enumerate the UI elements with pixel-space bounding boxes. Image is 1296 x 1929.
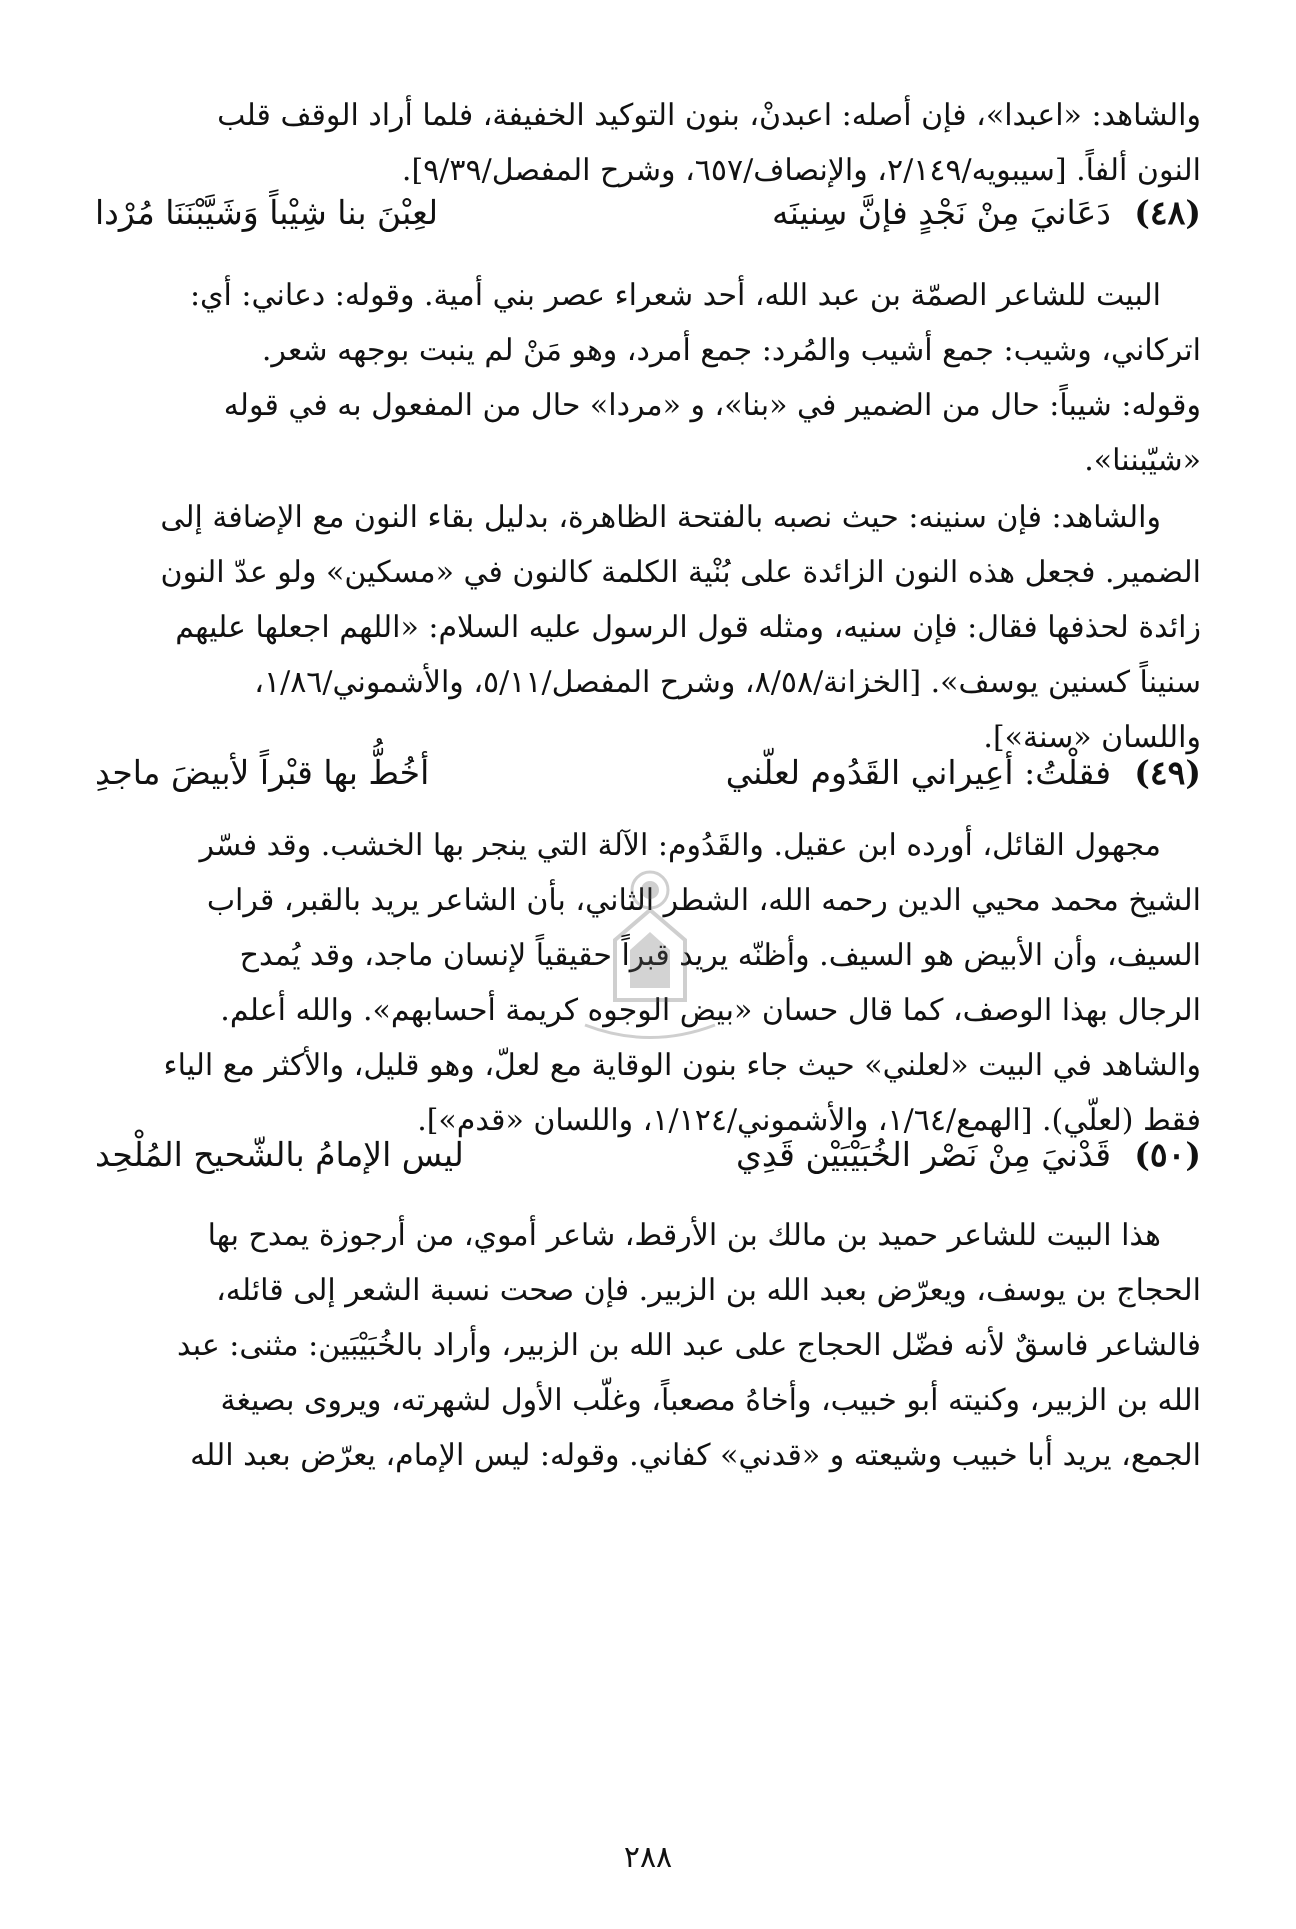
text-line: السيف، وأن الأبيض هو السيف. وأظنّه يريد قبراً حقيقياً لإنسان ماجد، وقد يُمدح: [239, 938, 1201, 973]
text-line: واللسان «سنة»].: [983, 720, 1201, 755]
verse-48: [95, 188, 1201, 238]
text-line: اتركاني، وشيب: جمع أشيب والمُرد: جمع أمرد، وهو مَنْ لم ينبت بوجهه شعر.: [261, 333, 1201, 368]
text-line: فقط (لعلّي). [الهمع/١/٦٤، والأشموني/١/١٢٤، واللسان «قدم»].: [417, 1103, 1201, 1138]
verse-first-hemistich: فقلْتُ: أعِيراني القَدُوم لعلّني: [725, 753, 1111, 792]
text-line: وقوله: شيباً: حال من الضمير في «بنا»، و «مردا» حال من المفعول به في قوله: [223, 388, 1201, 423]
text-line: البيت للشاعر الصمّة بن عبد الله، أحد شعراء عصر بني أمية. وقوله: دعاني: أي:: [189, 278, 1161, 313]
text-line: الضمير. فجعل هذه النون الزائدة على بُنْية الكلمة كالنون في «مسكين» ولو عدّ النون: [160, 555, 1201, 590]
verse-number: (٤٨): [1134, 193, 1201, 232]
text-line: «شيّبننا».: [1084, 443, 1201, 478]
verse-49: [95, 748, 1201, 798]
text-line: الرجال بهذا الوصف، كما قال حسان «بيض الوجوه كريمة أحسابهم». والله أعلم.: [220, 993, 1201, 1028]
paragraph-witness-48: [95, 490, 1201, 765]
verse-number: (٤٩): [1134, 753, 1201, 792]
page-number: ٢٨٨: [623, 1840, 673, 1875]
text-line: والشاهد في البيت «لعلني» حيث جاء بنون الوقاية مع لعلّ، وهو قليل، والأكثر مع الياء: [163, 1048, 1201, 1083]
verse-number: (٥٠): [1134, 1135, 1201, 1174]
verse-second-hemistich: ليس الإمامُ بالشّحيح المُلْحِد: [95, 1135, 464, 1174]
text-line: والشاهد: «اعبدا»، فإن أصله: اعبدنْ، بنون التوكيد الخفيفة، فلما أراد الوقف قلب: [217, 98, 1201, 133]
watermark-seal-icon: [545, 850, 755, 1050]
text-line: الحجاج بن يوسف، ويعرّض بعبد الله بن الزبير. فإن صحت نسبة الشعر إلى قائله،: [216, 1273, 1201, 1308]
text-line: الجمع، يريد أبا خبيب وشيعته و «قدني» كفاني. وقوله: ليس الإمام، يعرّض بعبد الله: [190, 1438, 1201, 1473]
text-line: سنيناً كسنين يوسف». [الخزانة/٨/٥٨، وشرح المفصل/٥/١١، والأشموني/١/٨٦،: [254, 665, 1201, 700]
paragraph-commentary-50: [95, 1208, 1201, 1483]
text-line: الشيخ محمد محيي الدين رحمه الله، الشطر الثاني، بأن الشاعر يريد بالقبر، قراب: [206, 883, 1201, 918]
text-line: زائدة لحذفها فقال: فإن سنيه، ومثله قول الرسول عليه السلام: «اللهم اجعلها عليهم: [175, 610, 1201, 645]
verse-first-hemistich: دَعَانيَ مِنْ نَجْدٍ فإنَّ سِنينَه: [772, 193, 1111, 232]
verse-second-hemistich: لعِبْنَ بنا شِيْباً وَشَيَّبْنَنَا مُرْدا: [95, 193, 439, 232]
verse-first-hemistich: قَدْنيَ مِنْ نَصْر الخُبَيْبَيْن قَدِي: [736, 1135, 1111, 1174]
text-line: النون ألفاً. [سيبويه/٢/١٤٩، والإنصاف/٦٥٧، وشرح المفصل/٩/٣٩].: [401, 153, 1201, 188]
text-line: فالشاعر فاسقٌ لأنه فضّل الحجاج على عبد الله بن الزبير، وأراد بالخُبَيْبَين: مثنى: عبد: [177, 1328, 1201, 1363]
verse-50: [95, 1130, 1201, 1180]
text-line: مجهول القائل، أورده ابن عقيل. والقَدُوم: الآلة التي ينجر بها الخشب. وقد فسّر: [199, 828, 1161, 863]
text-line: هذا البيت للشاعر حميد بن مالك بن الأرقط، شاعر أموي، من أرجوزة يمدح بها: [207, 1218, 1161, 1253]
verse-second-hemistich: أخُطُّ بها قبْراً لأبيضَ ماجدِ: [95, 753, 430, 792]
paragraph-witness-1: [95, 88, 1201, 198]
text-line: والشاهد: فإن سنينه: حيث نصبه بالفتحة الظاهرة، بدليل بقاء النون مع الإضافة إلى: [160, 500, 1161, 535]
paragraph-commentary-48: [95, 268, 1201, 488]
text-line: الله بن الزبير، وكنيته أبو خبيب، وأخاهُ مصعباً، وغلّب الأول لشهرته، ويروى بصيغة: [220, 1383, 1201, 1418]
